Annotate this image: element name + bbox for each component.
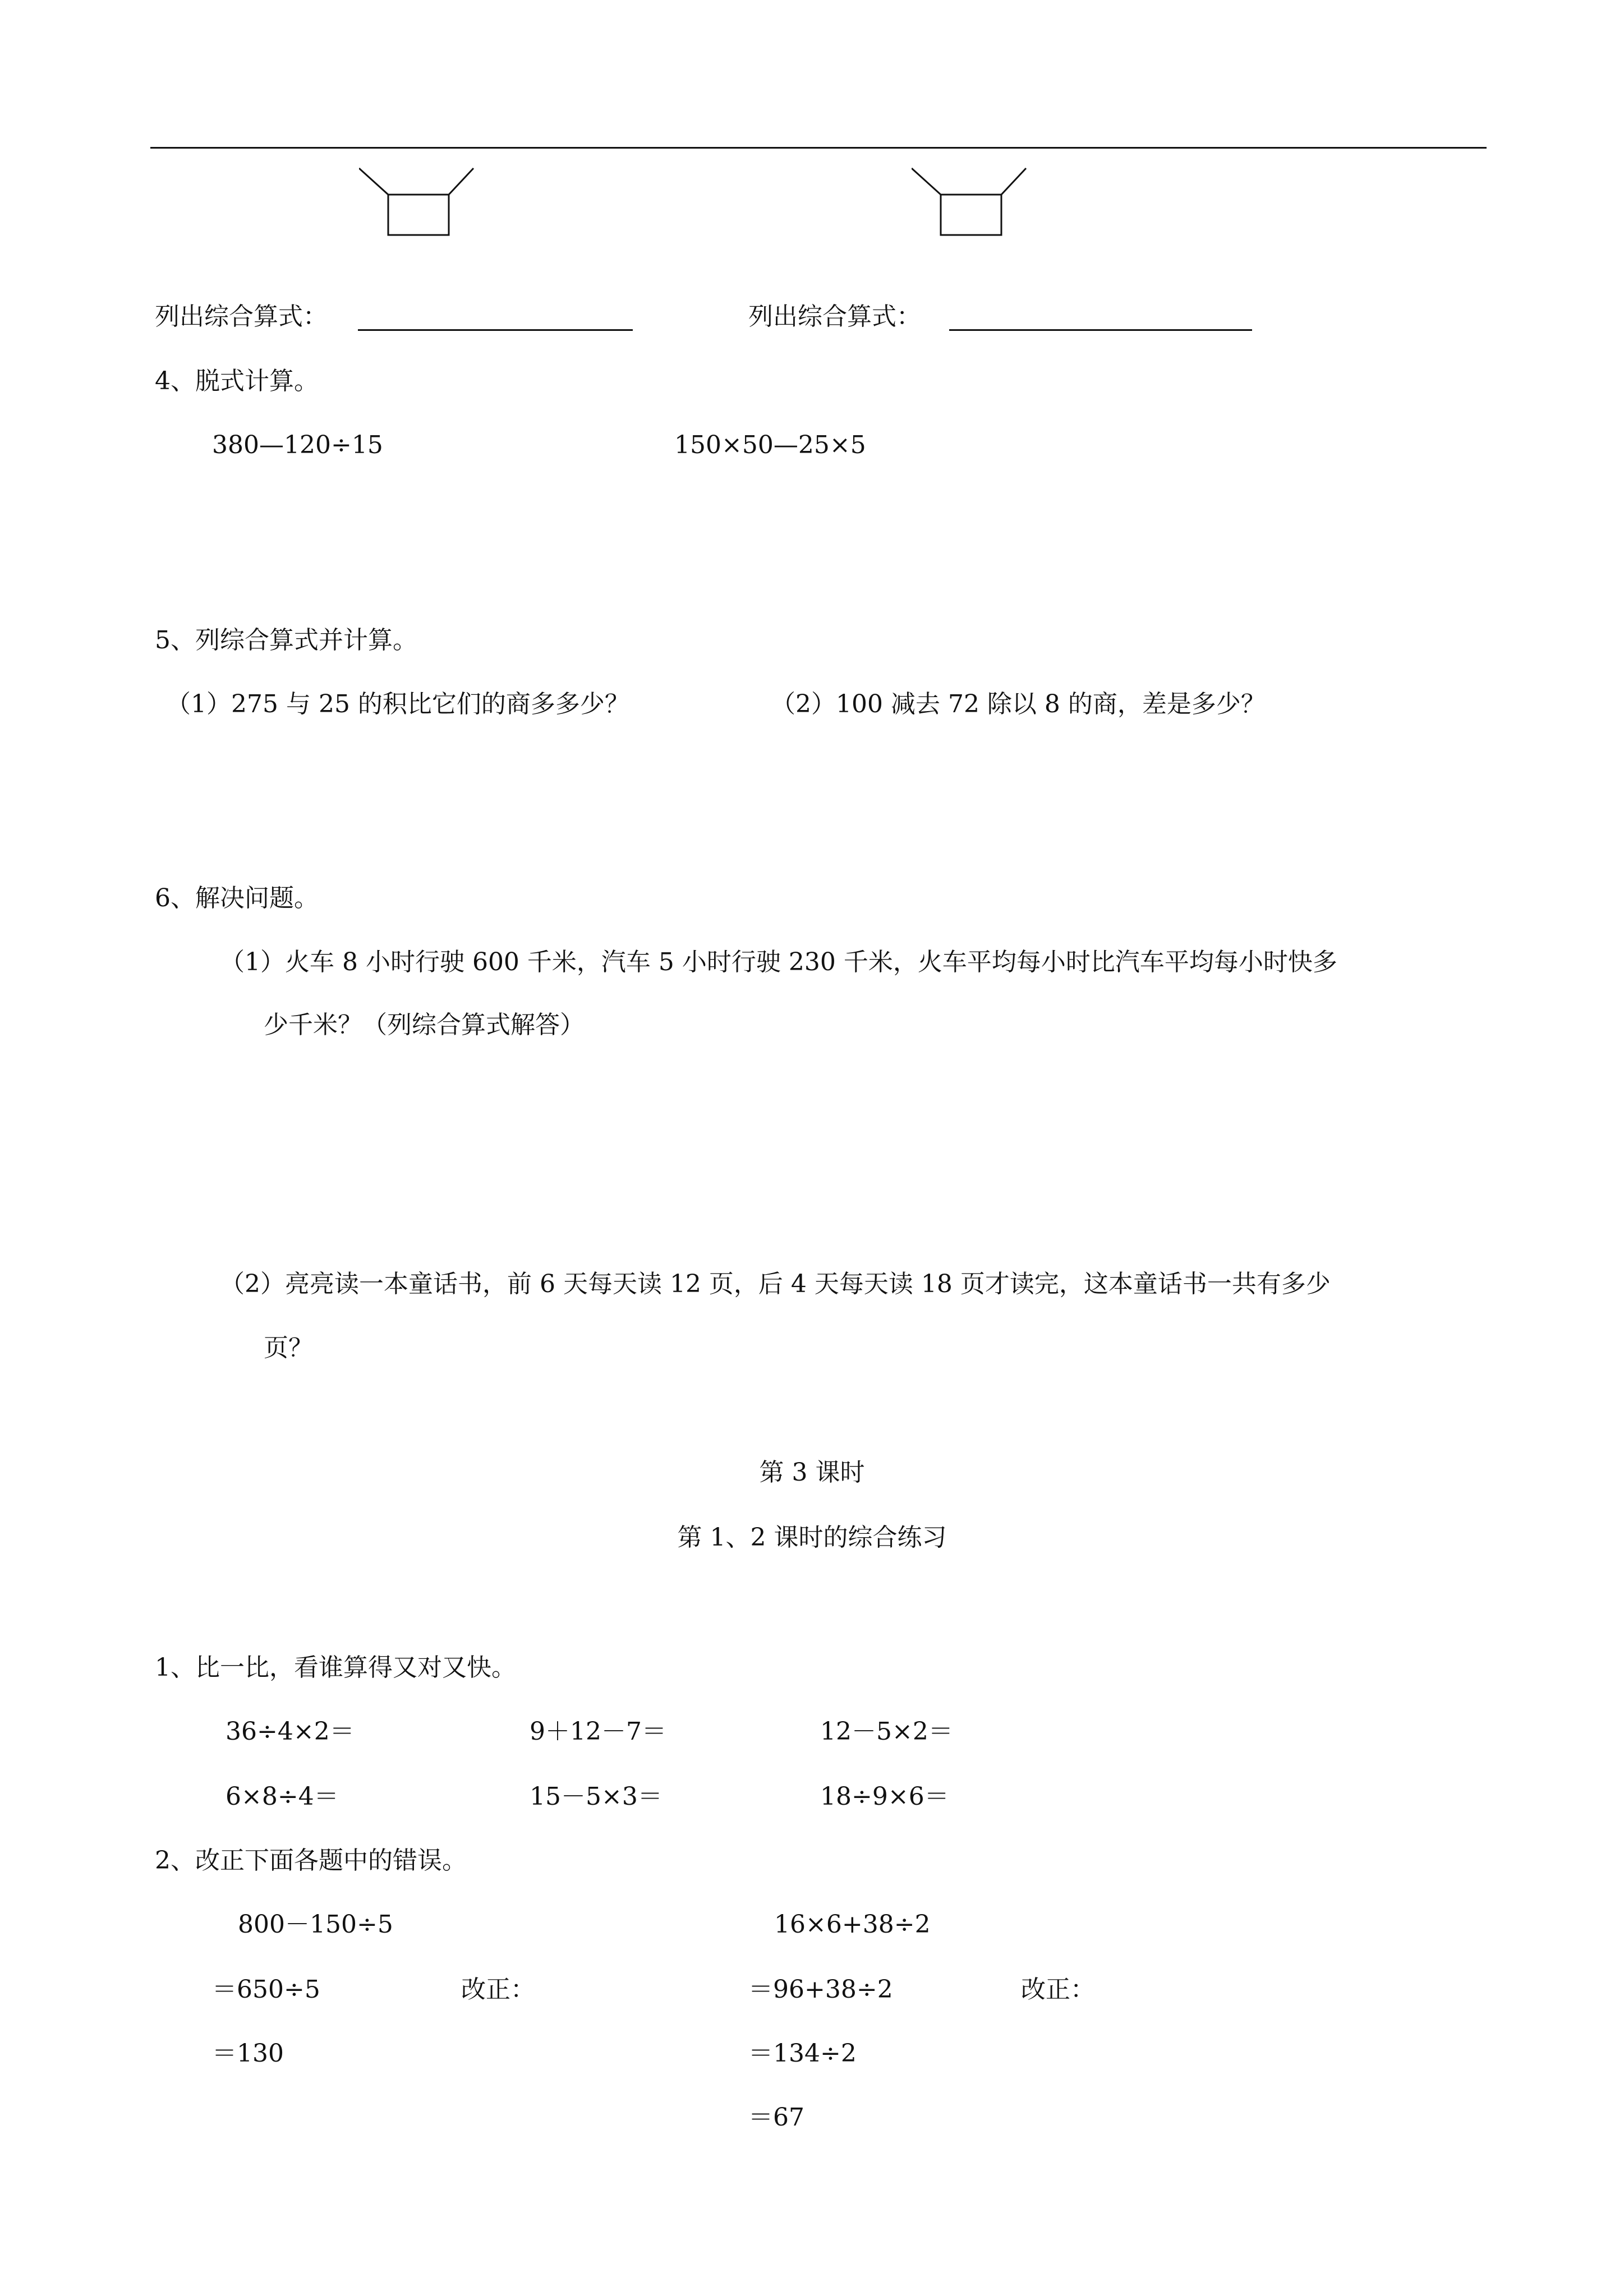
formula-answer-blank-right[interactable] xyxy=(949,329,1252,331)
ex2-left-line-1: 800－150÷5 xyxy=(238,1910,393,1939)
q5-title: 5、列综合算式并计算。 xyxy=(155,626,417,654)
ex1-row1-item-2: 9＋12－7＝ xyxy=(530,1717,666,1746)
lesson-subheading: 第 1、2 课时的综合练习 xyxy=(677,1523,947,1552)
ex2-left-fix-label: 改正： xyxy=(461,1975,535,2004)
ex1-title: 1、比一比，看谁算得又对又快。 xyxy=(155,1653,516,1682)
ex1-row1-item-1: 36÷4×2＝ xyxy=(226,1717,355,1746)
ex1-row1-item-3: 12－5×2＝ xyxy=(820,1717,953,1746)
q6-title: 6、解决问题。 xyxy=(155,884,319,912)
lesson-heading: 第 3 课时 xyxy=(759,1458,865,1487)
ex2-right-line-4: ＝67 xyxy=(748,2103,804,2132)
formula-answer-blank-left[interactable] xyxy=(358,329,633,331)
q6-problem-1-line-1: （1）火车 8 小时行驶 600 千米，汽车 5 小时行驶 230 千米，火车平均每小时比汽车平均每小时快多 xyxy=(220,948,1337,976)
q4-expression-1: 380—120÷15 xyxy=(212,431,383,459)
top-rule xyxy=(150,147,1487,149)
q5-problem-2: （2）100 减去 72 除以 8 的商，差是多少？ xyxy=(771,690,1266,718)
q6-problem-2-line-2: 页？ xyxy=(264,1334,313,1362)
formula-label-right: 列出综合算式： xyxy=(748,302,921,331)
ex1-row2-item-2: 15－5×3＝ xyxy=(530,1782,663,1811)
ex1-row2-item-1: 6×8÷4＝ xyxy=(226,1782,339,1811)
q4-expression-2: 150×50—25×5 xyxy=(674,431,866,459)
q4-title: 4、脱式计算。 xyxy=(155,367,319,395)
formula-label-left: 列出综合算式： xyxy=(155,302,328,331)
box-diagram-right xyxy=(912,165,1035,244)
ex2-title: 2、改正下面各题中的错误。 xyxy=(155,1846,467,1875)
ex2-right-line-3: ＝134÷2 xyxy=(748,2039,857,2068)
ex2-right-line-1: 16×6+38÷2 xyxy=(774,1910,931,1939)
box-diagram-left xyxy=(359,165,482,244)
ex2-right-line-2: ＝96+38÷2 xyxy=(748,1975,893,2004)
q6-problem-2-line-1: （2）亮亮读一本童话书，前 6 天每天读 12 页，后 4 天每天读 18 页才读完，这本童话书一共有多少 xyxy=(220,1270,1331,1298)
q6-problem-1-line-2: 少千米？（列综合算式解答） xyxy=(264,1011,585,1039)
ex1-row2-item-3: 18÷9×6＝ xyxy=(820,1782,949,1811)
ex2-right-fix-label: 改正： xyxy=(1021,1975,1095,2004)
ex2-left-line-2: ＝650÷5 xyxy=(212,1975,320,2004)
q5-problem-1: （1）275 与 25 的积比它们的商多多少？ xyxy=(166,690,629,718)
ex2-left-line-3: ＝130 xyxy=(212,2039,284,2068)
